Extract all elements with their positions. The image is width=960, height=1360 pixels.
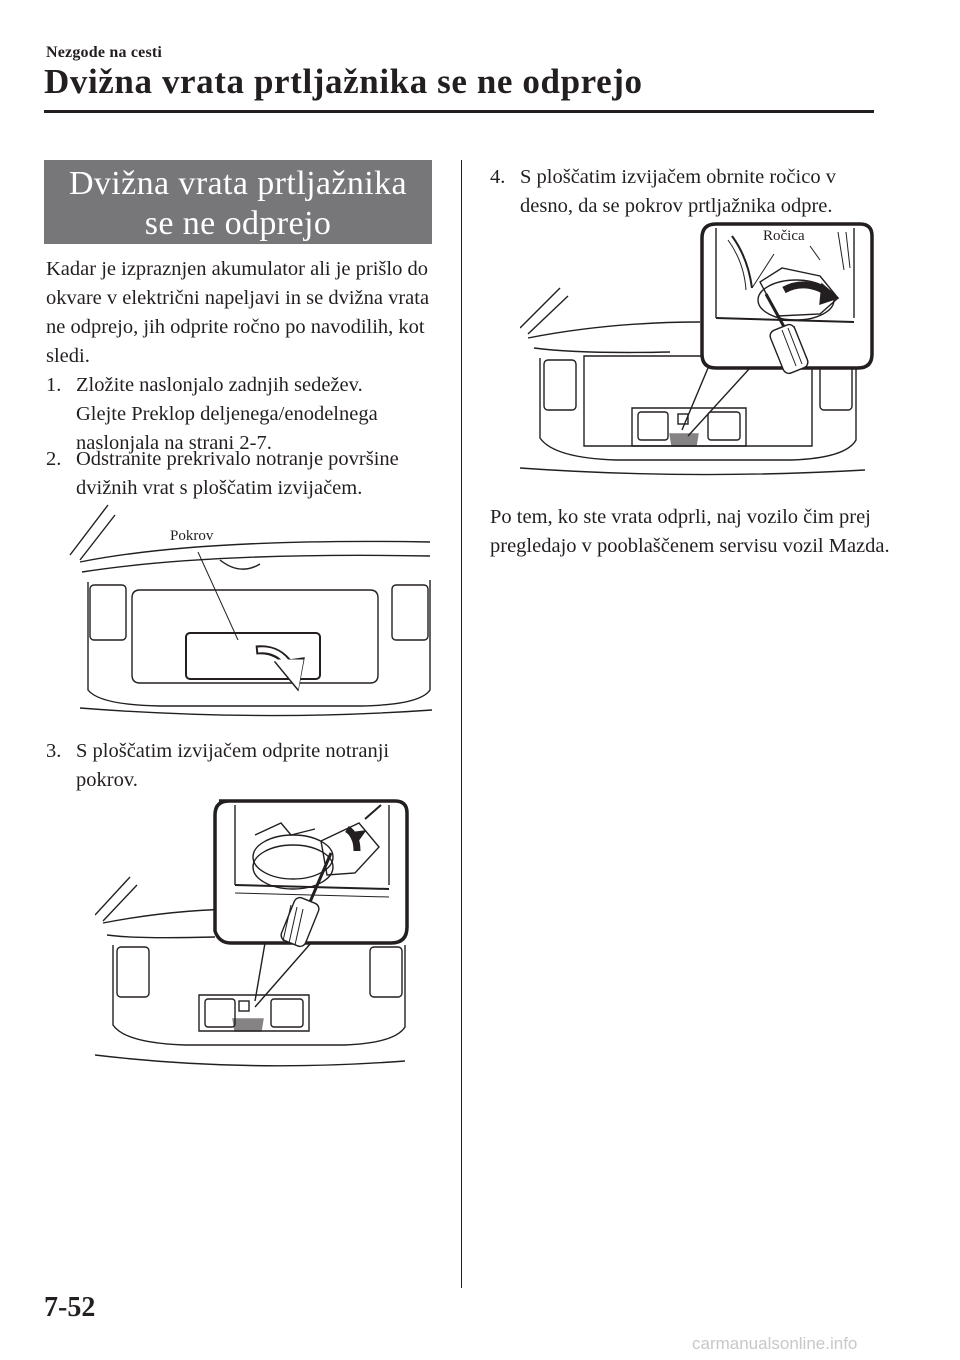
section-title-line-2: se ne odprejo [144, 205, 332, 242]
closing-paragraph: Po tem, ko ste vrata odprli, naj vozilo čim prej pregledajo v pooblaščenem servisu vozil Mazda. [490, 506, 890, 557]
step-text [76, 445, 399, 503]
step-line: pokrov. [76, 769, 138, 791]
page-number: 7-52 [44, 1292, 96, 1323]
step-text [520, 163, 836, 221]
section-title-line-1: Dvižna vrata prtljažnika [68, 165, 408, 202]
figure-open-inner-cover [95, 795, 415, 1075]
watermark: carmanualsonline.info [692, 1334, 858, 1353]
lever-illustration [520, 218, 875, 498]
step-number: 3. [46, 740, 62, 762]
step-4 [490, 163, 890, 223]
step-line: S ploščatim izvijačem odprite notranji [76, 740, 390, 762]
column-divider [461, 160, 462, 1288]
header-rule [44, 110, 874, 113]
step-number: 1. [46, 374, 62, 396]
step-number: 2. [46, 448, 62, 470]
section-title-box [44, 160, 432, 244]
step-line: Odstranite prekrivalo notranje površine [76, 448, 399, 470]
intro-paragraph: Kadar je izpraznjen akumulator ali je prišlo do okvare v električni napeljavi in se dvižna vrata ne odprejo, jih odprite ročno po navodilih, kot sledi. [46, 258, 430, 367]
step-line: S ploščatim izvijačem obrnite ročico v [520, 166, 836, 188]
callout-cover: Pokrov [170, 528, 214, 544]
figure-cover-removal [60, 500, 440, 720]
step-line: naslonjala na strani 2-7. [76, 432, 272, 454]
step-text [76, 737, 389, 795]
step-line: dvižnih vrat s ploščatim izvijačem. [76, 477, 363, 499]
step-line: desno, da se pokrov prtljažnika odpre. [520, 195, 833, 217]
figure-turn-lever [520, 218, 875, 498]
inner-cover-illustration [95, 795, 415, 1075]
step-2 [46, 445, 456, 505]
step-number: 4. [490, 166, 506, 188]
section-label: Nezgode na cesti [46, 44, 163, 61]
callout-lever: Ročica [763, 228, 805, 244]
step-line: Glejte Preklop deljenega/enodelnega [76, 403, 378, 425]
tailgate-cover-illustration [60, 500, 440, 720]
page-title: Dvižna vrata prtljažnika se ne odprejo [44, 62, 643, 101]
step-line: Zložite naslonjalo zadnjih sedežev. [76, 374, 363, 396]
step-3 [46, 737, 456, 797]
